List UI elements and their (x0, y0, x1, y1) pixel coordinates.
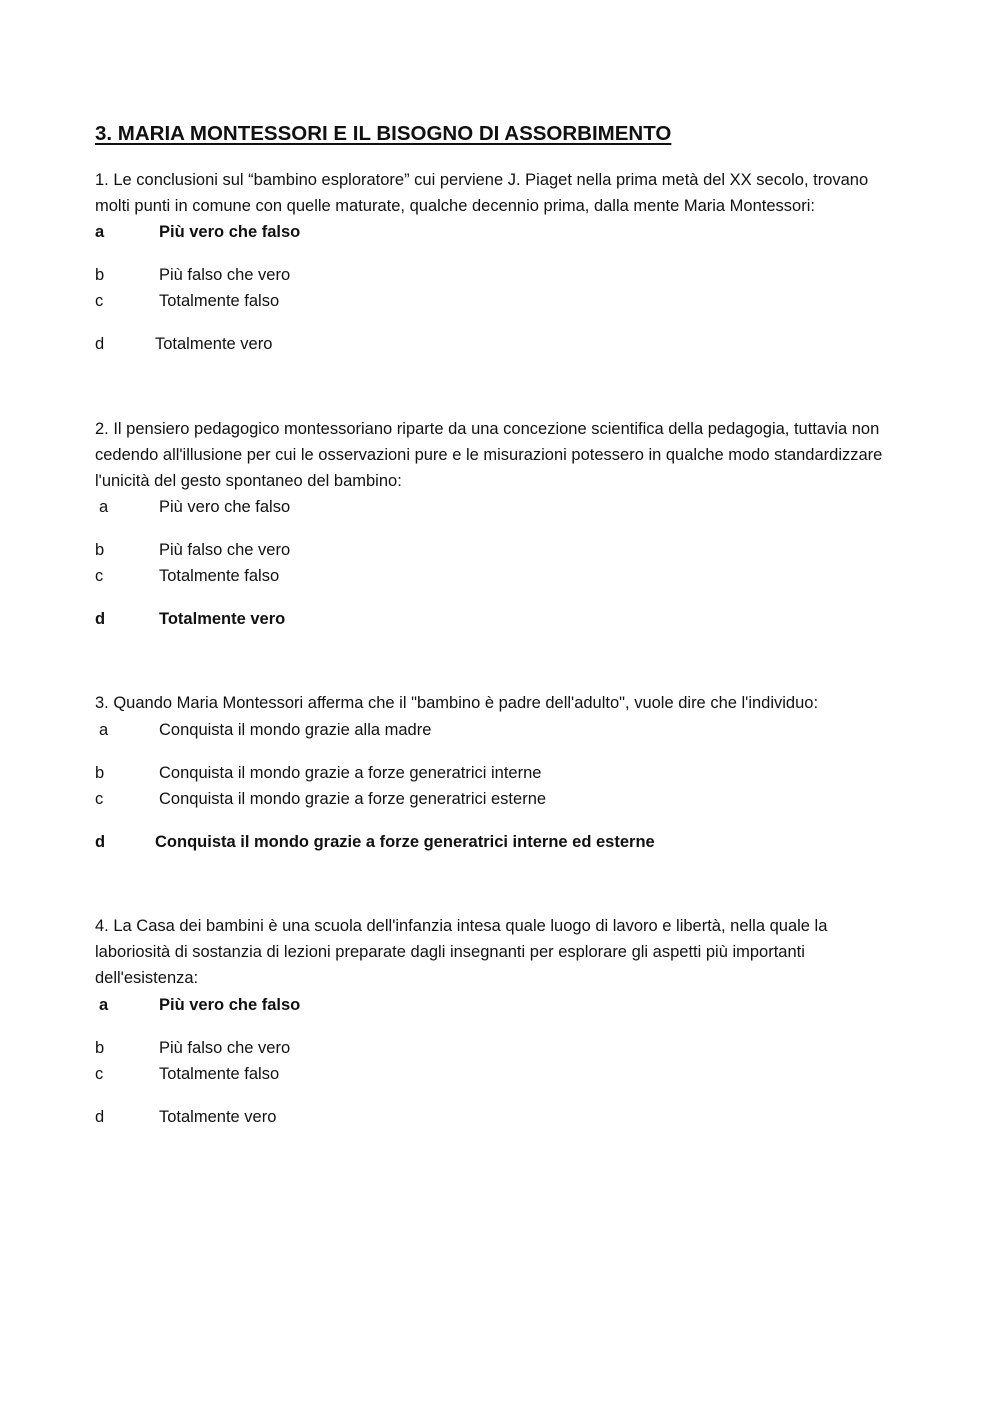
option-letter: d (95, 335, 105, 353)
question-3-text: 3. Quando Maria Montessori afferma che il "bambino è padre dell'adulto", vuole dire che l'individuo: (95, 694, 819, 712)
option-letter: c (95, 1065, 104, 1083)
option-letter: d (95, 610, 106, 628)
option-letter: a (95, 223, 105, 241)
option-letter: d (95, 833, 106, 851)
option-letter: b (95, 266, 105, 284)
option-text: Totalmente vero (155, 335, 273, 353)
option-text: Totalmente falso (159, 1065, 280, 1083)
option-text: Conquista il mondo grazie a forze generatrici esterne (159, 790, 547, 808)
option-text: Conquista il mondo grazie a forze generatrici interne (159, 764, 542, 782)
option-text: Più vero che falso (159, 996, 301, 1014)
option-text: Più falso che vero (159, 541, 291, 559)
option-text: Più falso che vero (159, 1039, 291, 1057)
option-text: Totalmente falso (159, 292, 280, 310)
question-4-text: 4. La Casa dei bambini è una scuola dell'infanzia intesa quale luogo di lavoro e libertà, nella quale la laboriosità di sostanzia di lezioni preparate dagli insegnanti per esplorare gli aspetti più importanti dell'esistenza: (95, 917, 828, 987)
option-letter: b (95, 764, 105, 782)
option-letter: c (95, 790, 104, 808)
option-text: Conquista il mondo grazie alla madre (159, 721, 432, 739)
option-text: Totalmente vero (159, 610, 286, 628)
option-letter: b (95, 541, 105, 559)
option-letter: a (99, 498, 109, 516)
option-text: Più falso che vero (159, 266, 291, 284)
option-text: Più vero che falso (159, 223, 301, 241)
option-letter: d (95, 1108, 105, 1126)
option-letter: a (99, 996, 109, 1014)
question-2-text: 2. Il pensiero pedagogico montessoriano riparte da una concezione scientifica della pedagogia, tuttavia non cedendo all'illusione per cui le osservazioni pure e le misurazioni potessero in qualche modo standardizzare l'unicità del gesto spontaneo del bambino: (95, 420, 883, 490)
option-letter: c (95, 567, 104, 585)
option-text: Totalmente vero (159, 1108, 277, 1126)
option-text: Conquista il mondo grazie a forze generatrici interne ed esterne (155, 833, 655, 851)
option-letter: a (99, 721, 109, 739)
page-title: 3. MARIA MONTESSORI E IL BISOGNO DI ASSORBIMENTO (95, 122, 672, 145)
option-letter: c (95, 292, 104, 310)
option-text: Totalmente falso (159, 567, 280, 585)
option-letter: b (95, 1039, 105, 1057)
option-text: Più vero che falso (159, 498, 291, 516)
question-1-text: 1. Le conclusioni sul “bambino esploratore” cui perviene J. Piaget nella prima metà del XX secolo, trovano molti punti in comune con quelle maturate, qualche decennio prima, dalla mente Maria Montessori: (95, 171, 869, 215)
